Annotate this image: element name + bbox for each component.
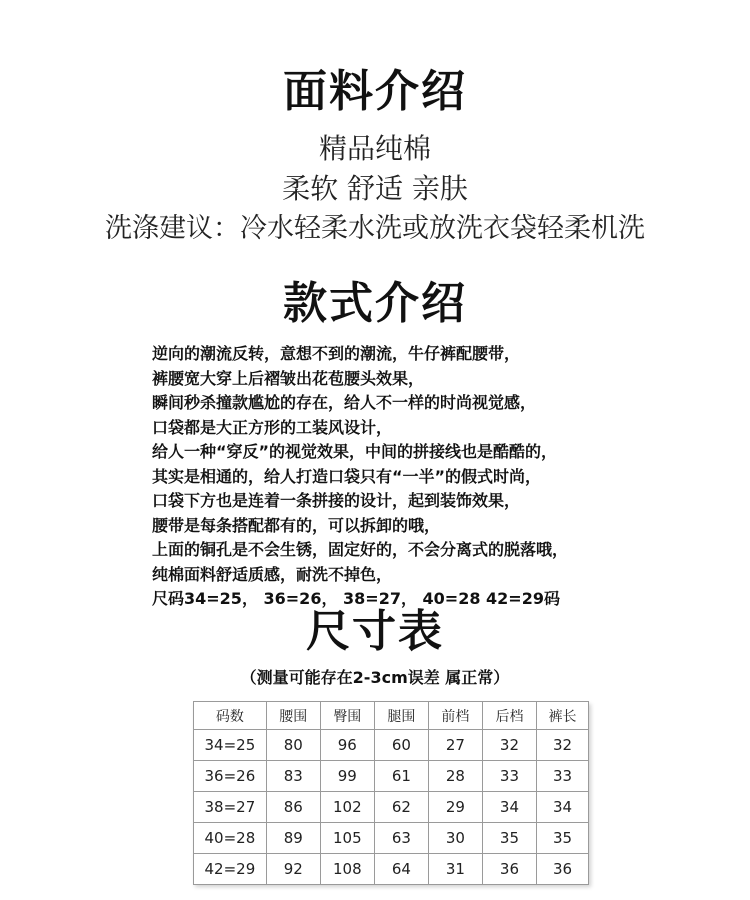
cell-back-rise: 33 [482,761,536,792]
cell-length: 36 [536,854,588,885]
header-hip: 臀围 [320,702,374,730]
style-desc-line: 纯棉面料舒适质感，耐洗不掉色， [152,564,393,584]
style-desc-line: 口袋下方也是连着一条拼接的设计，起到装饰效果， [152,491,521,510]
size-table-container [193,701,589,884]
fabric-section-title: 面料介绍 [283,66,467,117]
table-row [194,854,589,885]
cell-waist: 89 [266,823,320,854]
cell-waist: 80 [266,730,320,761]
cell-thigh: 61 [374,761,428,792]
cell-front-rise: 28 [428,761,482,792]
style-desc-line: 逆向的潮流反转，意想不到的潮流，牛仔裤配腰带， [152,344,521,363]
header-waist: 腰围 [266,702,320,730]
cell-waist: 92 [266,854,320,885]
cell-hip: 105 [320,823,374,854]
size-measurement-note: （测量可能存在2-3cm误差 属正常） [240,668,510,687]
cell-length: 35 [536,823,588,854]
cell-back-rise: 32 [482,730,536,761]
fabric-material-line: 精品纯棉 [318,132,431,165]
style-desc-line: 给人一种“穿反”的视觉效果，中间的拼接线也是酷酷的， [152,442,558,461]
table-row [194,823,589,854]
cell-thigh: 62 [374,792,428,823]
style-section-title: 款式介绍 [283,278,467,329]
cell-hip: 102 [320,792,374,823]
cell-back-rise: 34 [482,792,536,823]
size-table [193,701,589,885]
header-thigh: 腿围 [374,702,428,730]
cell-front-rise: 27 [428,730,482,761]
fabric-feel-line: 柔软 舒适 亲肤 [282,172,468,205]
header-length: 裤长 [536,702,588,730]
cell-front-rise: 29 [428,792,482,823]
cell-waist: 83 [266,761,320,792]
style-description [152,342,652,612]
header-front-rise: 前档 [428,702,482,730]
cell-back-rise: 36 [482,854,536,885]
table-row [194,761,589,792]
cell-hip: 108 [320,854,374,885]
cell-size-code: 42=29 [194,854,267,885]
cell-size-code: 40=28 [194,823,267,854]
style-desc-line: 上面的铜孔是不会生锈，固定好的，不会分离式的脱落哦， [152,540,569,559]
cell-length: 32 [536,730,588,761]
cell-size-code: 38=27 [194,792,267,823]
table-row [194,730,589,761]
cell-thigh: 64 [374,854,428,885]
style-desc-line: 腰带是每条搭配都有的，可以拆卸的哦， [152,515,441,535]
cell-hip: 99 [320,761,374,792]
cell-length: 33 [536,761,588,792]
cell-waist: 86 [266,792,320,823]
cell-size-code: 36=26 [194,761,267,792]
style-desc-line: 瞬间秒杀撞款尴尬的存在，给人不一样的时尚视觉感， [152,393,537,412]
cell-size-code: 34=25 [194,730,267,761]
cell-front-rise: 30 [428,823,482,854]
style-desc-line: 其实是相通的，给人打造口袋只有“一半”的假式时尚， [152,466,542,486]
style-desc-line: 裤腰宽大穿上后褶皱出花苞腰头效果， [152,368,425,388]
cell-hip: 96 [320,730,374,761]
cell-thigh: 63 [374,823,428,854]
table-row [194,792,589,823]
fabric-washing-line: 洗涤建议：冷水轻柔水洗或放洗衣袋轻柔机洗 [105,213,645,244]
style-desc-line: 尺码34=25， 36=26， 38=27， 40=28 42=29码 [152,589,560,608]
size-chart-title: 尺寸表 [306,606,444,657]
cell-back-rise: 35 [482,823,536,854]
style-desc-line: 口袋都是大正方形的工装风设计， [152,417,393,437]
header-size-code: 码数 [194,702,267,730]
cell-front-rise: 31 [428,854,482,885]
cell-thigh: 60 [374,730,428,761]
size-table-header-row [194,702,589,730]
header-back-rise: 后档 [482,702,536,730]
cell-length: 34 [536,792,588,823]
